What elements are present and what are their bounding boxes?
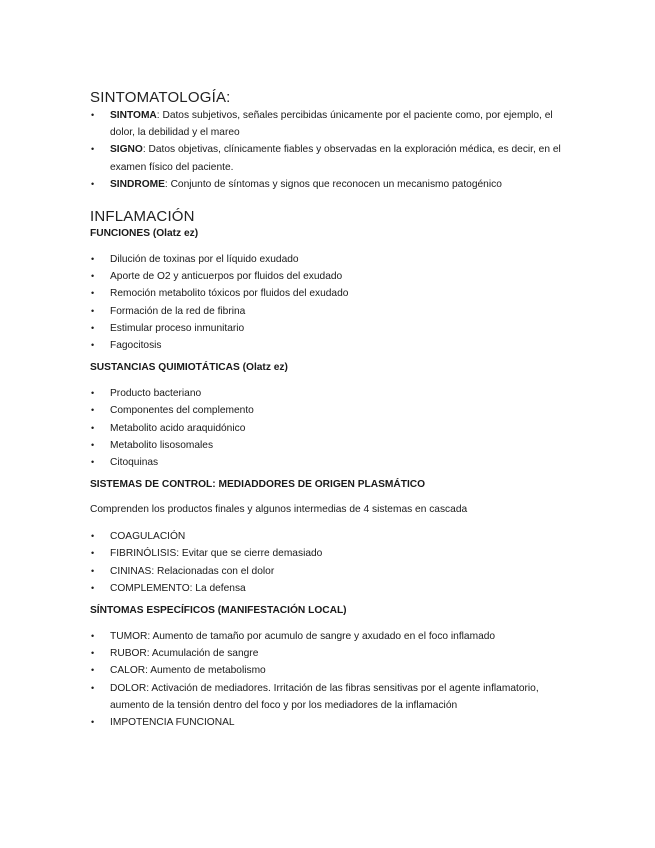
bullet-icon: • [91,405,95,416]
definition-signo: : Datos objetivas, clínicamente fiables y observadas en la exploración médica, es decir, en el examen físico del paciente. [110,144,561,173]
bullet-icon: • [91,388,95,399]
bullet-icon: • [91,682,95,693]
bullet-icon: • [91,565,95,576]
sustancias-list [90,385,580,471]
bullet-icon: • [91,717,95,728]
sistemas-list [90,528,580,597]
list-item: • CININAS: Relacionadas con el dolor [90,563,580,580]
list-item: • Producto bacteriano [90,385,580,402]
list-item: • Dilución de toxinas por el líquido exudado [90,251,580,268]
list-item: • Citoquinas [90,454,580,471]
list-item: • Metabolito lisosomales [90,437,580,454]
bullet-icon: • [91,457,95,468]
list-item: • DOLOR: Activación de mediadores. Irritación de las fibras sensitivas por el agente inflamatorio, aumento de la tensión dentro del foco y por los mediadores de la inflamación [90,680,568,714]
bullet-icon: • [91,422,95,433]
bullet-icon: • [91,254,95,265]
list-item [90,176,568,193]
list-item [90,107,568,141]
sintomas-heading: SÍNTOMAS ESPECÍFICOS (MANIFESTACIÓN LOCAL) [90,605,347,617]
list-item: • Remoción metabolito tóxicos por fluidos del exudado [90,285,580,302]
bullet-icon: • [91,322,95,333]
term-signo: SIGNO [110,144,143,156]
list-item: • IMPOTENCIA FUNCIONAL [90,714,568,731]
bullet-icon: • [91,582,95,593]
list-item: • TUMOR: Aumento de tamaño por acumulo de sangre y axudado en el foco inflamado [90,628,568,645]
bullet-icon: • [91,110,95,120]
list-item: • Fagocitosis [90,337,580,354]
bullet-icon: • [91,531,95,542]
funciones-list [90,251,580,354]
funciones-heading: FUNCIONES (Olatz ez) [90,228,199,240]
list-item [90,141,568,175]
term-sintoma: SINTOMA [110,110,157,121]
list-item: • Aporte de O2 y anticuerpos por fluidos del exudado [90,268,580,285]
sistemas-intro: Comprenden los productos finales y algunos intermedias de 4 sistemas en cascada [90,504,468,516]
inflamacion-title: INFLAMACIÓN [90,208,195,226]
bullet-icon: • [91,631,95,642]
bullet-icon: • [91,439,95,450]
list-item: • Formación de la red de fibrina [90,303,580,320]
sintomas-list [90,628,568,731]
sintomatologia-list [90,107,568,193]
list-item: • COMPLEMENTO: La defensa [90,580,580,597]
list-item: • RUBOR: Acumulación de sangre [90,645,568,662]
bullet-icon: • [91,144,95,155]
bullet-icon: • [91,648,95,659]
sustancias-heading: SUSTANCIAS QUIMIOTÁTICAS (Olatz ez) [90,362,288,374]
sintomatologia-title: SINTOMATOLOGÍA: [90,89,231,106]
bullet-icon: • [91,305,95,316]
bullet-icon: • [91,178,95,189]
list-item: • CALOR: Aumento de metabolismo [90,662,568,679]
list-item: • Estimular proceso inmunitario [90,320,580,337]
bullet-icon: • [91,288,95,299]
bullet-icon: • [91,548,95,559]
list-item: • Componentes del complemento [90,402,580,419]
sistemas-heading: SISTEMAS DE CONTROL: MEDIADDORES DE ORIGEN PLASMÁTICO [90,479,426,491]
list-item: • FIBRINÓLISIS: Evitar que se cierre demasiado [90,545,580,562]
bullet-icon: • [91,665,95,676]
definition-sintoma: : Datos subjetivos, señales percibidas únicamente por el paciente como, por ejemplo, el dolor, la debilidad y el mareo [110,110,553,139]
term-sindrome: SINDROME [110,178,165,190]
definition-sindrome: : Conjunto de síntomas y signos que reconocen un mecanismo patogénico [164,178,502,190]
list-item: • Metabolito acido araquidónico [90,420,580,437]
document-page [90,89,580,731]
bullet-icon: • [91,340,95,351]
list-item: • COAGULACIÓN [90,528,580,545]
bullet-icon: • [91,271,95,282]
